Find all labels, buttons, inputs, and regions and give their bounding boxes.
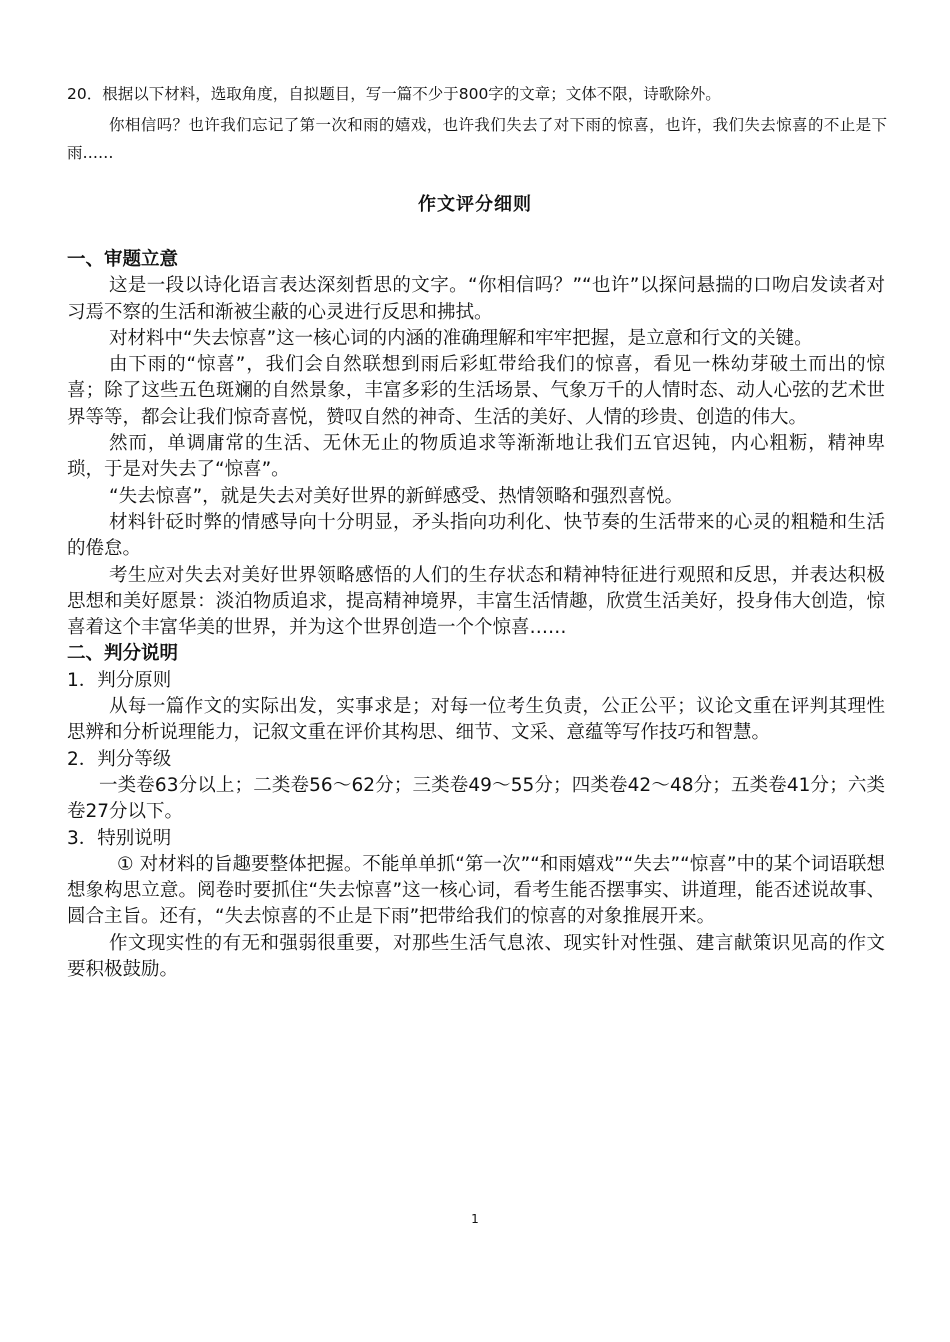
paragraph: 对材料中“失去惊喜”这一核心词的内涵的准确理解和牢牢把握，是立意和行文的关键。 (109, 327, 813, 349)
question-prompt: 20．根据以下材料，选取角度，自拟题目，写一篇不少于800字的文章；文体不限，诗歌除外。 (67, 85, 721, 103)
paragraph: 作文现实性的有无和强弱很重要，对那些生活气息浓、现实针对性强、建言献策识见高的作文要积极鼓励。 (67, 932, 885, 981)
subheading-principles: 1．判分原则 (67, 669, 172, 691)
paragraph: “失去惊喜”，就是失去对美好世界的新鲜感受、热情领略和强烈喜悦。 (109, 485, 684, 507)
subheading-grades: 2．判分等级 (67, 748, 172, 770)
paragraph: 考生应对失去对美好世界领略感悟的人们的生存状态和精神特征进行观照和反思，并表达积极思想和美好愿景：淡泊物质追求，提高精神境界，丰富生活情趣，欣赏生活美好，投身伟大创造，惊喜着这个丰富华美的世界，并为这个世界创造一个个惊喜…… (67, 564, 885, 639)
paragraph: 从每一篇作文的实际出发，实事求是；对每一位考生负责，公正公平；议论文重在评判其理性思辨和分析说理能力，记叙文重在评价其构思、细节、文采、意蕴等写作技巧和智慧。 (67, 696, 885, 744)
grading-rules (67, 247, 885, 983)
question-material: 你相信吗？也许我们忘记了第一次和雨的嬉戏，也许我们失去了对下雨的惊喜，也许，我们失去惊喜的不止是下雨…… (67, 116, 887, 162)
paragraph: ① 对材料的旨趣要整体把握。不能单单抓“第一次”“和雨嬉戏”“失去”“惊喜”中的某个词语联想想象构思立意。阅卷时要抓住“失去惊喜”这一核心词，看考生能否摆事实、讲道理，能否述说故事、圆合主旨。还有，“失去惊喜的不止是下雨”把带给我们的惊喜的对象推展开来。 (67, 853, 885, 928)
subheading-notes: 3．特别说明 (67, 827, 172, 849)
paragraph: 然而，单调庸常的生活、无休无止的物质追求等渐渐地让我们五官迟钝，内心粗粝，精神卑琐，于是对失去了“惊喜”。 (67, 433, 885, 481)
section-heading-scoring: 二、判分说明 (67, 643, 179, 665)
page-title: 作文评分细则 (418, 194, 532, 215)
page-number: 1 (471, 1212, 479, 1226)
paragraph: 一类卷63分以上；二类卷56～62分；三类卷49～55分；四类卷42～48分；五类卷41分；六类卷27分以下。 (67, 774, 885, 823)
paragraph: 材料针砭时弊的情感导向十分明显，矛头指向功利化、快节奏的生活带来的心灵的粗糙和生活的倦怠。 (67, 511, 885, 560)
section-heading-theme: 一、审题立意 (67, 249, 179, 270)
paragraph: 这是一段以诗化语言表达深刻哲思的文字。“你相信吗？”“也许”以探问悬揣的口吻启发读者对习焉不察的生活和渐被尘蔽的心灵进行反思和拂拭。 (67, 275, 885, 323)
paragraph: 由下雨的“惊喜”，我们会自然联想到雨后彩虹带给我们的惊喜，看见一株幼芽破土而出的惊喜；除了这些五色斑斓的自然景象，丰富多彩的生活场景、气象万千的人情时态、动人心弦的艺术世界等等，都会让我们惊奇喜悦，赞叹自然的神奇、生活的美好、人情的珍贵、创造的伟大。 (67, 354, 885, 428)
